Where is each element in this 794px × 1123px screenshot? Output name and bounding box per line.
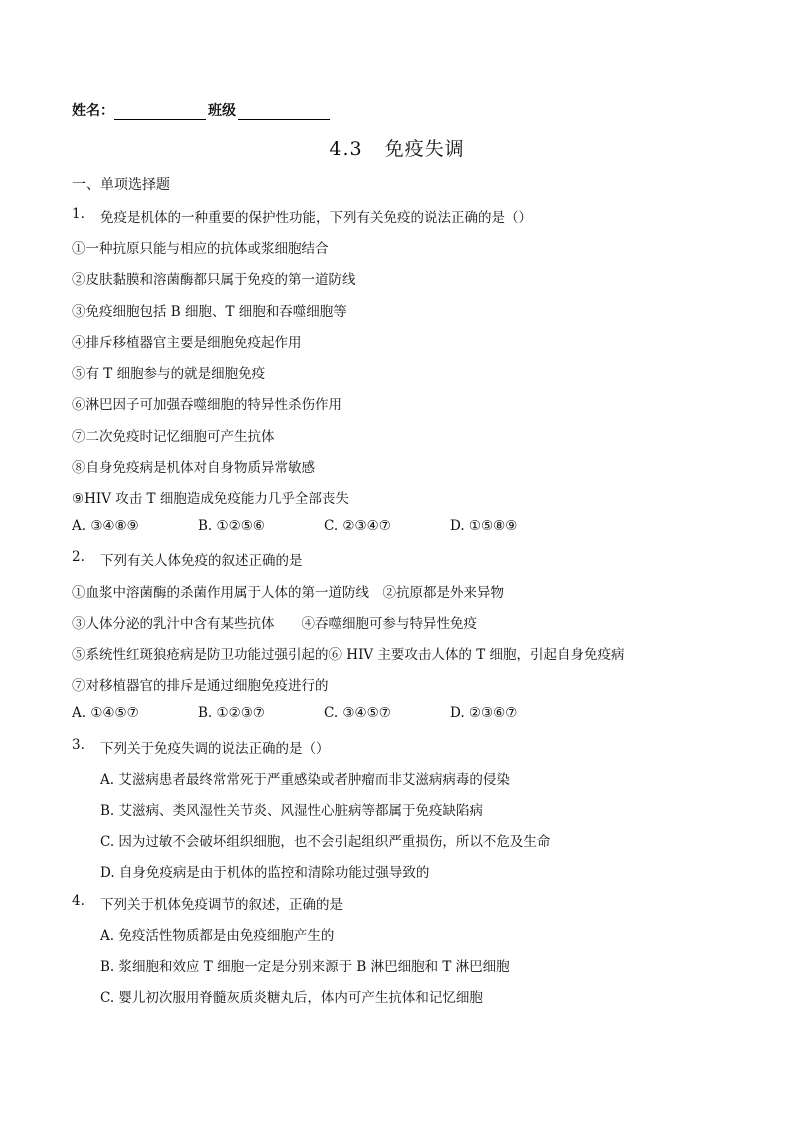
question-number: 1. [72,206,85,222]
question-2-stem [72,549,303,569]
list-item: ⑨HIV 攻击 T 细胞造成免疫能力几乎全部丧失 [72,491,349,507]
section-heading: 一、单项选择题 [72,177,170,193]
question-text: 免疫是机体的一种重要的保护性功能，下列有关免疫的说法正确的是（） [100,210,532,226]
question-text: 下列关于机体免疫调节的叙述，正确的是 [100,897,343,913]
question-text: 下列有关人体免疫的叙述正确的是 [100,553,303,569]
option-a[interactable]: A. 免疫活性物质都是由免疫细胞产生的 [100,928,335,944]
question-text: 下列关于免疫失调的说法正确的是（） [100,741,330,757]
list-item: ⑤系统性红斑狼疮病是防卫功能过强引起的⑥ HIV 主要攻击人体的 T 细胞，引起自身免疫病 [72,647,625,663]
question-3-stem [72,737,330,757]
option-c[interactable]: C. 婴儿初次服用脊髓灰质炎糖丸后，体内可产生抗体和记忆细胞 [100,990,483,1006]
option-a[interactable]: A. 艾滋病患者最终常常死于严重感染或者肿瘤而非艾滋病病毒的侵染 [100,772,510,788]
list-item: ③免疫细胞包括 B 细胞、T 细胞和吞噬细胞等 [72,304,347,320]
question-1-options [72,518,517,534]
option-b[interactable]: B. ①②③⑦ [198,705,265,721]
option-d[interactable]: D. ②③⑥⑦ [450,705,518,721]
question-number: 3. [72,737,85,753]
option-d[interactable]: D. 自身免疫病是由于机体的监控和清除功能过强导致的 [100,865,430,881]
list-item: ⑤有 T 细胞参与的就是细胞免疫 [72,366,266,382]
list-item: ②皮肤黏膜和溶菌酶都只属于免疫的第一道防线 [72,272,356,288]
question-4-stem [72,893,343,913]
question-1-stem [72,206,532,226]
list-item: ⑦对移植器官的排斥是通过细胞免疫进行的 [72,678,329,694]
title-number: 4.3 [329,138,363,160]
title-text: 免疫失调 [384,138,465,160]
option-c[interactable]: C. ③④⑤⑦ [324,705,391,721]
option-c[interactable]: C. ②③④⑦ [324,518,391,534]
class-blank[interactable] [238,105,330,120]
list-item: ③人体分泌的乳汁中含有某些抗体 ④吞噬细胞可参与特异性免疫 [72,616,477,632]
option-a[interactable]: A. ①④⑤⑦ [72,705,139,721]
list-item: ⑥淋巴因子可加强吞噬细胞的特异性杀伤作用 [72,397,342,413]
option-c[interactable]: C. 因为过敏不会破坏组织细胞，也不会引起组织严重损伤，所以不危及生命 [100,834,551,850]
option-a[interactable]: A. ③④⑧⑨ [72,518,139,534]
question-2-options [72,705,517,721]
list-item: ⑧自身免疫病是机体对自身物质异常敏感 [72,460,315,476]
option-b[interactable]: B. 浆细胞和效应 T 细胞一定是分别来源于 B 淋巴细胞和 T 淋巴细胞 [100,959,510,975]
option-b[interactable]: B. ①②⑤⑥ [198,518,265,534]
question-number: 2. [72,549,85,565]
option-d[interactable]: D. ①⑤⑧⑨ [450,518,518,534]
name-blank[interactable] [114,105,206,120]
class-label: 班级 [208,103,236,119]
list-item: ①血浆中溶菌酶的杀菌作用属于人体的第一道防线 ②抗原都是外来异物 [72,585,504,601]
option-b[interactable]: B. 艾滋病、类风湿性关节炎、风湿性心脏病等都属于免疫缺陷病 [100,803,484,819]
name-label: 姓名： [72,103,114,119]
question-number: 4. [72,893,85,909]
page-title [0,134,794,161]
list-item: ①一种抗原只能与相应的抗体或浆细胞结合 [72,241,329,257]
list-item: ④排斥移植器官主要是细胞免疫起作用 [72,335,302,351]
list-item: ⑦二次免疫时记忆细胞可产生抗体 [72,429,275,445]
student-info-line [72,100,330,120]
